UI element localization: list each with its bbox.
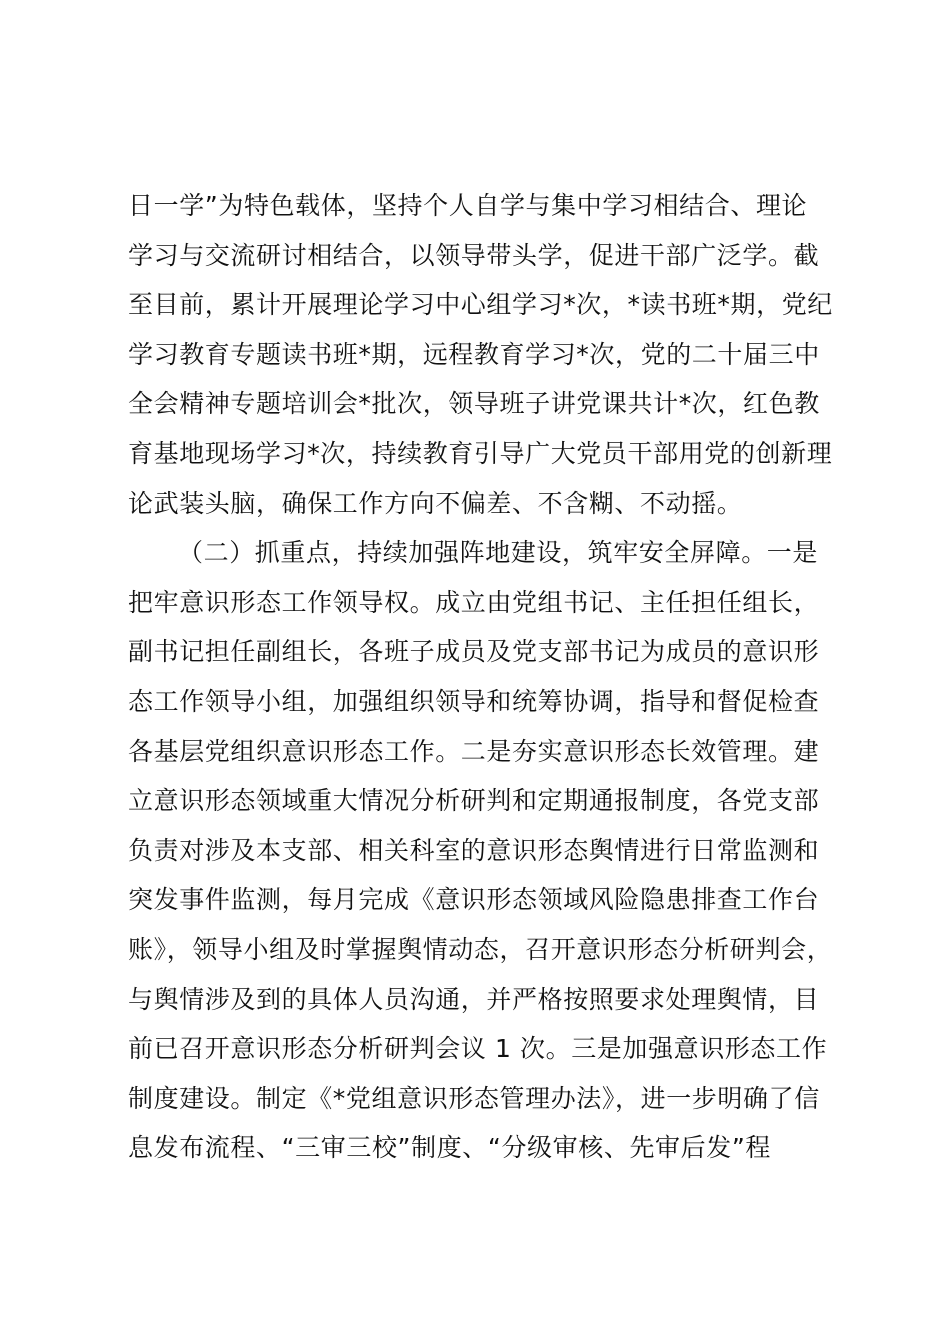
text-line: 至目前，累计开展理论学习中心组学习*次，*读书班*期，党纪	[128, 290, 833, 320]
text-line: 负责对涉及本支部、相关科室的意识形态舆情进行日常监测和	[128, 835, 820, 865]
body-text	[128, 181, 848, 1173]
text-line: 账》，领导小组及时掌握舆情动态，召开意识形态分析研判会，	[128, 934, 833, 964]
text-line: 论武装头脑，确保工作方向不偏差、不含糊、不动摇。	[128, 488, 743, 518]
text-line: 学习教育专题读书班*期，远程教育学习*次，党的二十届三中	[128, 339, 820, 369]
text-line: 日一学”为特色载体，坚持个人自学与集中学习相结合、理论	[128, 191, 808, 220]
text-line: 全会精神专题培训会*批次，领导班子讲党课共计*次，红色教	[128, 389, 820, 419]
text-line: 立意识形态领域重大情况分析研判和定期通报制度，各党支部	[128, 786, 820, 816]
section-heading-line: （二）抓重点，持续加强阵地建设，筑牢安全屏障。一是	[178, 538, 819, 568]
text-line: 制度建设。制定《*党组意识形态管理办法》，进一步明确了信	[128, 1083, 820, 1113]
text-line: 各基层党组织意识形态工作。二是夯实意识形态长效管理。建	[128, 736, 820, 766]
text-line: 态工作领导小组，加强组织领导和统筹协调，指导和督促检查	[128, 686, 820, 716]
text-line: 与舆情涉及到的具体人员沟通，并严格按照要求处理舆情，目	[128, 984, 820, 1014]
text-line: 育基地现场学习*次，持续教育引导广大党员干部用党的创新理	[128, 438, 833, 468]
text-line: 学习与交流研讨相结合，以领导带头学，促进干部广泛学。截	[128, 240, 820, 270]
text-line: 把牢意识形态工作领导权。成立由党组书记、主任担任组长，	[128, 587, 820, 617]
text-line: 息发布流程、“三审三校”制度、“分级审核、先审后发”程	[128, 1133, 772, 1163]
text-line: 前已召开意识形态分析研判会议 1 次。三是加强意识形态工作	[128, 1034, 828, 1064]
text-line: 副书记担任副组长，各班子成员及党支部书记为成员的意识形	[128, 637, 820, 667]
text-line: 突发事件监测，每月完成《意识形态领域风险隐患排查工作台	[128, 885, 820, 915]
